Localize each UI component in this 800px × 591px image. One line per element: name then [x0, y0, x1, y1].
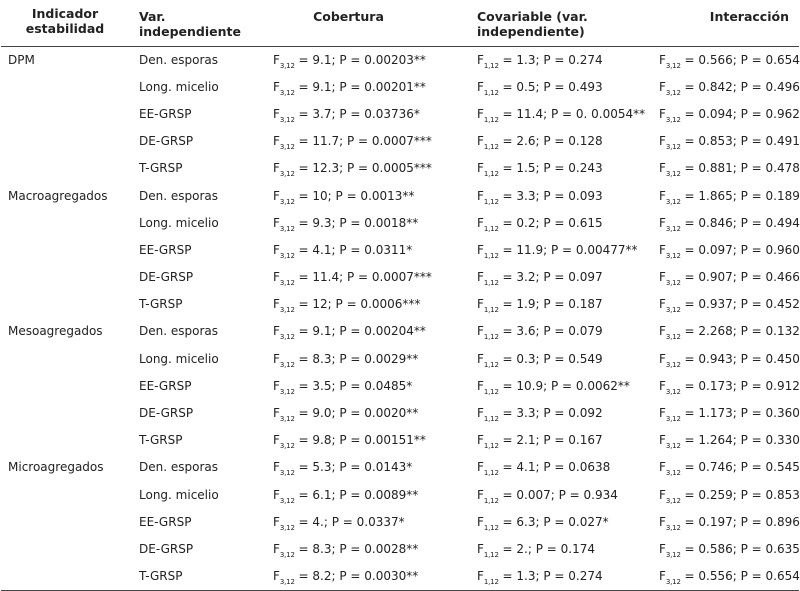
table-body	[1, 46, 799, 590]
interaccion-cell: $F_{3,12} = 0.259$; P = 0.853	[659, 487, 800, 505]
group-label	[1, 399, 129, 426]
variable-label: T-GRSP	[139, 161, 183, 176]
cobertura-cell: $F_{3,12} = 8.2$; P = 0.0030**	[273, 569, 419, 587]
variable-label: DE-GRSP	[139, 541, 194, 556]
table-row	[1, 128, 799, 155]
covariable-cell: $F_{1,12} = 3.3$; P = 0.092	[477, 406, 603, 424]
table-row	[1, 155, 799, 182]
table-row	[1, 345, 799, 372]
cobertura-cell: $F_{3,12} = 5.3$; P = 0.0143*	[273, 460, 413, 478]
covariable-cell: $F_{1,12} = 0.5$; P = 0.493	[477, 79, 603, 97]
cobertura-cell: $F_{3,12} = 3.5$; P = 0.0485*	[273, 378, 413, 396]
cobertura-cell: $F_{3,12} = 4.1$; P = 0.0311*	[273, 242, 413, 260]
cobertura-cell: $F_{3,12} = 9.8$; P = 0.00151**	[273, 433, 426, 451]
variable-label: Den. esporas	[139, 188, 218, 203]
cobertura-cell: $F_{3,12} = 9.3$; P = 0.0018**	[273, 215, 419, 233]
group-label	[1, 155, 129, 182]
table-row	[1, 454, 799, 481]
table-row	[1, 46, 799, 73]
variable-label: Den. esporas	[139, 460, 218, 475]
covariable-cell: $F_{1,12} = 3.2$; P = 0.097	[477, 270, 603, 288]
interaccion-cell: $F_{3,12} = 0.842$; P = 0.496	[659, 79, 800, 97]
group-label	[1, 345, 129, 372]
interaccion-cell: $F_{3,12} = 0.937$; P = 0.452	[659, 297, 800, 315]
group-label	[1, 100, 129, 127]
covariable-cell: $F_{1,12} = 6.3$; P = 0.027*	[477, 514, 609, 532]
cobertura-cell: $F_{3,12} = 12.3$; P = 0.0005***	[273, 161, 432, 179]
group-label: Macroagregados	[8, 188, 108, 203]
table-row	[1, 236, 799, 263]
covariable-cell: $F_{1,12} = 2.6$; P = 0.128	[477, 134, 603, 152]
interaccion-cell: $F_{3,12} = 0.943$; P = 0.450	[659, 351, 800, 369]
group-label	[1, 481, 129, 508]
covariable-cell: $F_{1,12} = 11.4$; P = 0. 0.0054**	[477, 106, 646, 124]
table-row	[1, 318, 799, 345]
interaccion-cell: $F_{3,12} = 0.746$; P = 0.545	[659, 460, 800, 478]
interaccion-cell: $F_{3,12} = 0.173$; P = 0.912	[659, 378, 800, 396]
covariable-cell: $F_{1,12} = 2$.; P = 0.174	[477, 541, 595, 559]
cobertura-cell: $F_{3,12} = 9.1$; P = 0.00204**	[273, 324, 426, 342]
table-header	[1, 0, 799, 46]
group-label	[1, 563, 129, 590]
variable-label: EE-GRSP	[139, 514, 192, 529]
variable-label: Long. micelio	[139, 487, 219, 502]
header-interaccion: Interacción	[657, 0, 799, 46]
cobertura-cell: $F_{3,12} = 6.1$; P = 0.0089**	[273, 487, 419, 505]
covariable-cell: $F_{1,12} = 0.3$; P = 0.549	[477, 351, 603, 369]
interaccion-cell: $F_{3,12} = 0.097$; P = 0.960	[659, 242, 800, 260]
covariable-cell: $F_{1,12} = 10.9$; P = 0.0062**	[477, 378, 630, 396]
interaccion-cell: $F_{3,12} = 1.173$; P = 0.360	[659, 406, 800, 424]
interaccion-cell: $F_{3,12} = 1.264$; P = 0.330	[659, 433, 800, 451]
interaccion-cell: $F_{3,12} = 0.094$; P = 0.962	[659, 106, 800, 124]
variable-label: Den. esporas	[139, 324, 218, 339]
variable-label: EE-GRSP	[139, 242, 192, 257]
cobertura-cell: $F_{3,12} = 12$; P = 0.0006***	[273, 297, 421, 315]
group-label: Mesoagregados	[8, 324, 103, 339]
variable-label: T-GRSP	[139, 297, 183, 312]
group-label	[1, 508, 129, 535]
cobertura-cell: $F_{3,12} = 11.7$; P = 0.0007***	[273, 134, 432, 152]
variable-label: DE-GRSP	[139, 406, 194, 421]
cobertura-cell: $F_{3,12} = 10$; P = 0.0013**	[273, 188, 415, 206]
covariable-cell: $F_{1,12} = 0.2$; P = 0.615	[477, 215, 603, 233]
variable-label: EE-GRSP	[139, 378, 192, 393]
variable-label: DE-GRSP	[139, 134, 194, 149]
variable-label: Long. micelio	[139, 215, 219, 230]
covariable-cell: $F_{1,12} = 11.9$; P = 0.00477**	[477, 242, 638, 260]
covariable-cell: $F_{1,12} = 4.1$; P = 0.0638	[477, 460, 611, 478]
header-cobertura: Cobertura	[261, 0, 465, 46]
group-label: DPM	[8, 52, 35, 67]
cobertura-cell: $F_{3,12} = 3.7$; P = 0.03736*	[273, 106, 420, 124]
interaccion-cell: $F_{3,12} = 0.907$; P = 0.466	[659, 270, 800, 288]
cobertura-cell: $F_{3,12} = 11.4$; P = 0.0007***	[273, 270, 432, 288]
covariable-cell: $F_{1,12} = 1.5$; P = 0.243	[477, 161, 603, 179]
interaccion-cell: $F_{3,12} = 2.268$; P = 0.132	[659, 324, 800, 342]
interaccion-cell: $F_{3,12} = 0.197$; P = 0.896	[659, 514, 800, 532]
interaccion-cell: $F_{3,12} = 0.881$; P = 0.478	[659, 161, 800, 179]
variable-label: Long. micelio	[139, 79, 219, 94]
group-label	[1, 73, 129, 100]
group-label: Microagregados	[8, 460, 104, 475]
covariable-cell: $F_{1,12} = 2.1$; P = 0.167	[477, 433, 603, 451]
variable-label: Den. esporas	[139, 52, 218, 67]
interaccion-cell: $F_{3,12} = 1.865$; P = 0.189	[659, 188, 800, 206]
table-row	[1, 100, 799, 127]
group-label	[1, 427, 129, 454]
cobertura-cell: $F_{3,12} = 9.1$; P = 0.00201**	[273, 79, 426, 97]
cobertura-cell: $F_{3,12} = 9.1$; P = 0.00203**	[273, 52, 426, 70]
table-row	[1, 73, 799, 100]
interaccion-cell: $F_{3,12} = 0.556$; P = 0.654	[659, 569, 800, 587]
header-covariable: Covariable (var. independiente)	[465, 0, 657, 46]
group-label	[1, 209, 129, 236]
interaccion-cell: $F_{3,12} = 0.853$; P = 0.491	[659, 134, 800, 152]
table-row	[1, 563, 799, 590]
covariable-cell: $F_{1,12} = 1.9$; P = 0.187	[477, 297, 603, 315]
interaccion-cell: $F_{3,12} = 0.846$; P = 0.494	[659, 215, 800, 233]
group-label	[1, 535, 129, 562]
header-indicator: Indicador estabilidad	[1, 0, 129, 46]
table-row	[1, 291, 799, 318]
table-row	[1, 481, 799, 508]
covariable-cell: $F_{1,12} = 1.3$; P = 0.274	[477, 52, 603, 70]
table-row	[1, 427, 799, 454]
table-row	[1, 264, 799, 291]
covariable-cell: $F_{1,12} = 3.6$; P = 0.079	[477, 324, 603, 342]
table-row	[1, 535, 799, 562]
covariable-cell: $F_{1,12} = 0.007$; P = 0.934	[477, 487, 618, 505]
table-row	[1, 372, 799, 399]
cobertura-cell: $F_{3,12} = 8.3$; P = 0.0029**	[273, 351, 419, 369]
cobertura-cell: $F_{3,12} = 4$.; P = 0.0337*	[273, 514, 405, 532]
group-label	[1, 264, 129, 291]
cobertura-cell: $F_{3,12} = 8.3$; P = 0.0028**	[273, 541, 419, 559]
group-label	[1, 236, 129, 263]
group-label	[1, 372, 129, 399]
variable-label: T-GRSP	[139, 569, 183, 584]
table-row	[1, 209, 799, 236]
variable-label: T-GRSP	[139, 433, 183, 448]
cobertura-cell: $F_{3,12} = 9.0$; P = 0.0020**	[273, 406, 419, 424]
interaccion-cell: $F_{3,12} = 0.586$; P = 0.635	[659, 541, 800, 559]
variable-label: DE-GRSP	[139, 270, 194, 285]
group-label	[1, 291, 129, 318]
covariable-cell: $F_{1,12} = 1.3$; P = 0.274	[477, 569, 603, 587]
variable-label: EE-GRSP	[139, 106, 192, 121]
anova-table	[1, 0, 799, 590]
group-label	[1, 128, 129, 155]
interaccion-cell: $F_{3,12} = 0.566$; P = 0.654	[659, 52, 800, 70]
variable-label: Long. micelio	[139, 351, 219, 366]
header-var: Var. independiente	[129, 0, 261, 46]
table-row	[1, 399, 799, 426]
table-row	[1, 508, 799, 535]
table-row	[1, 182, 799, 209]
covariable-cell: $F_{1,12} = 3.3$; P = 0.093	[477, 188, 603, 206]
